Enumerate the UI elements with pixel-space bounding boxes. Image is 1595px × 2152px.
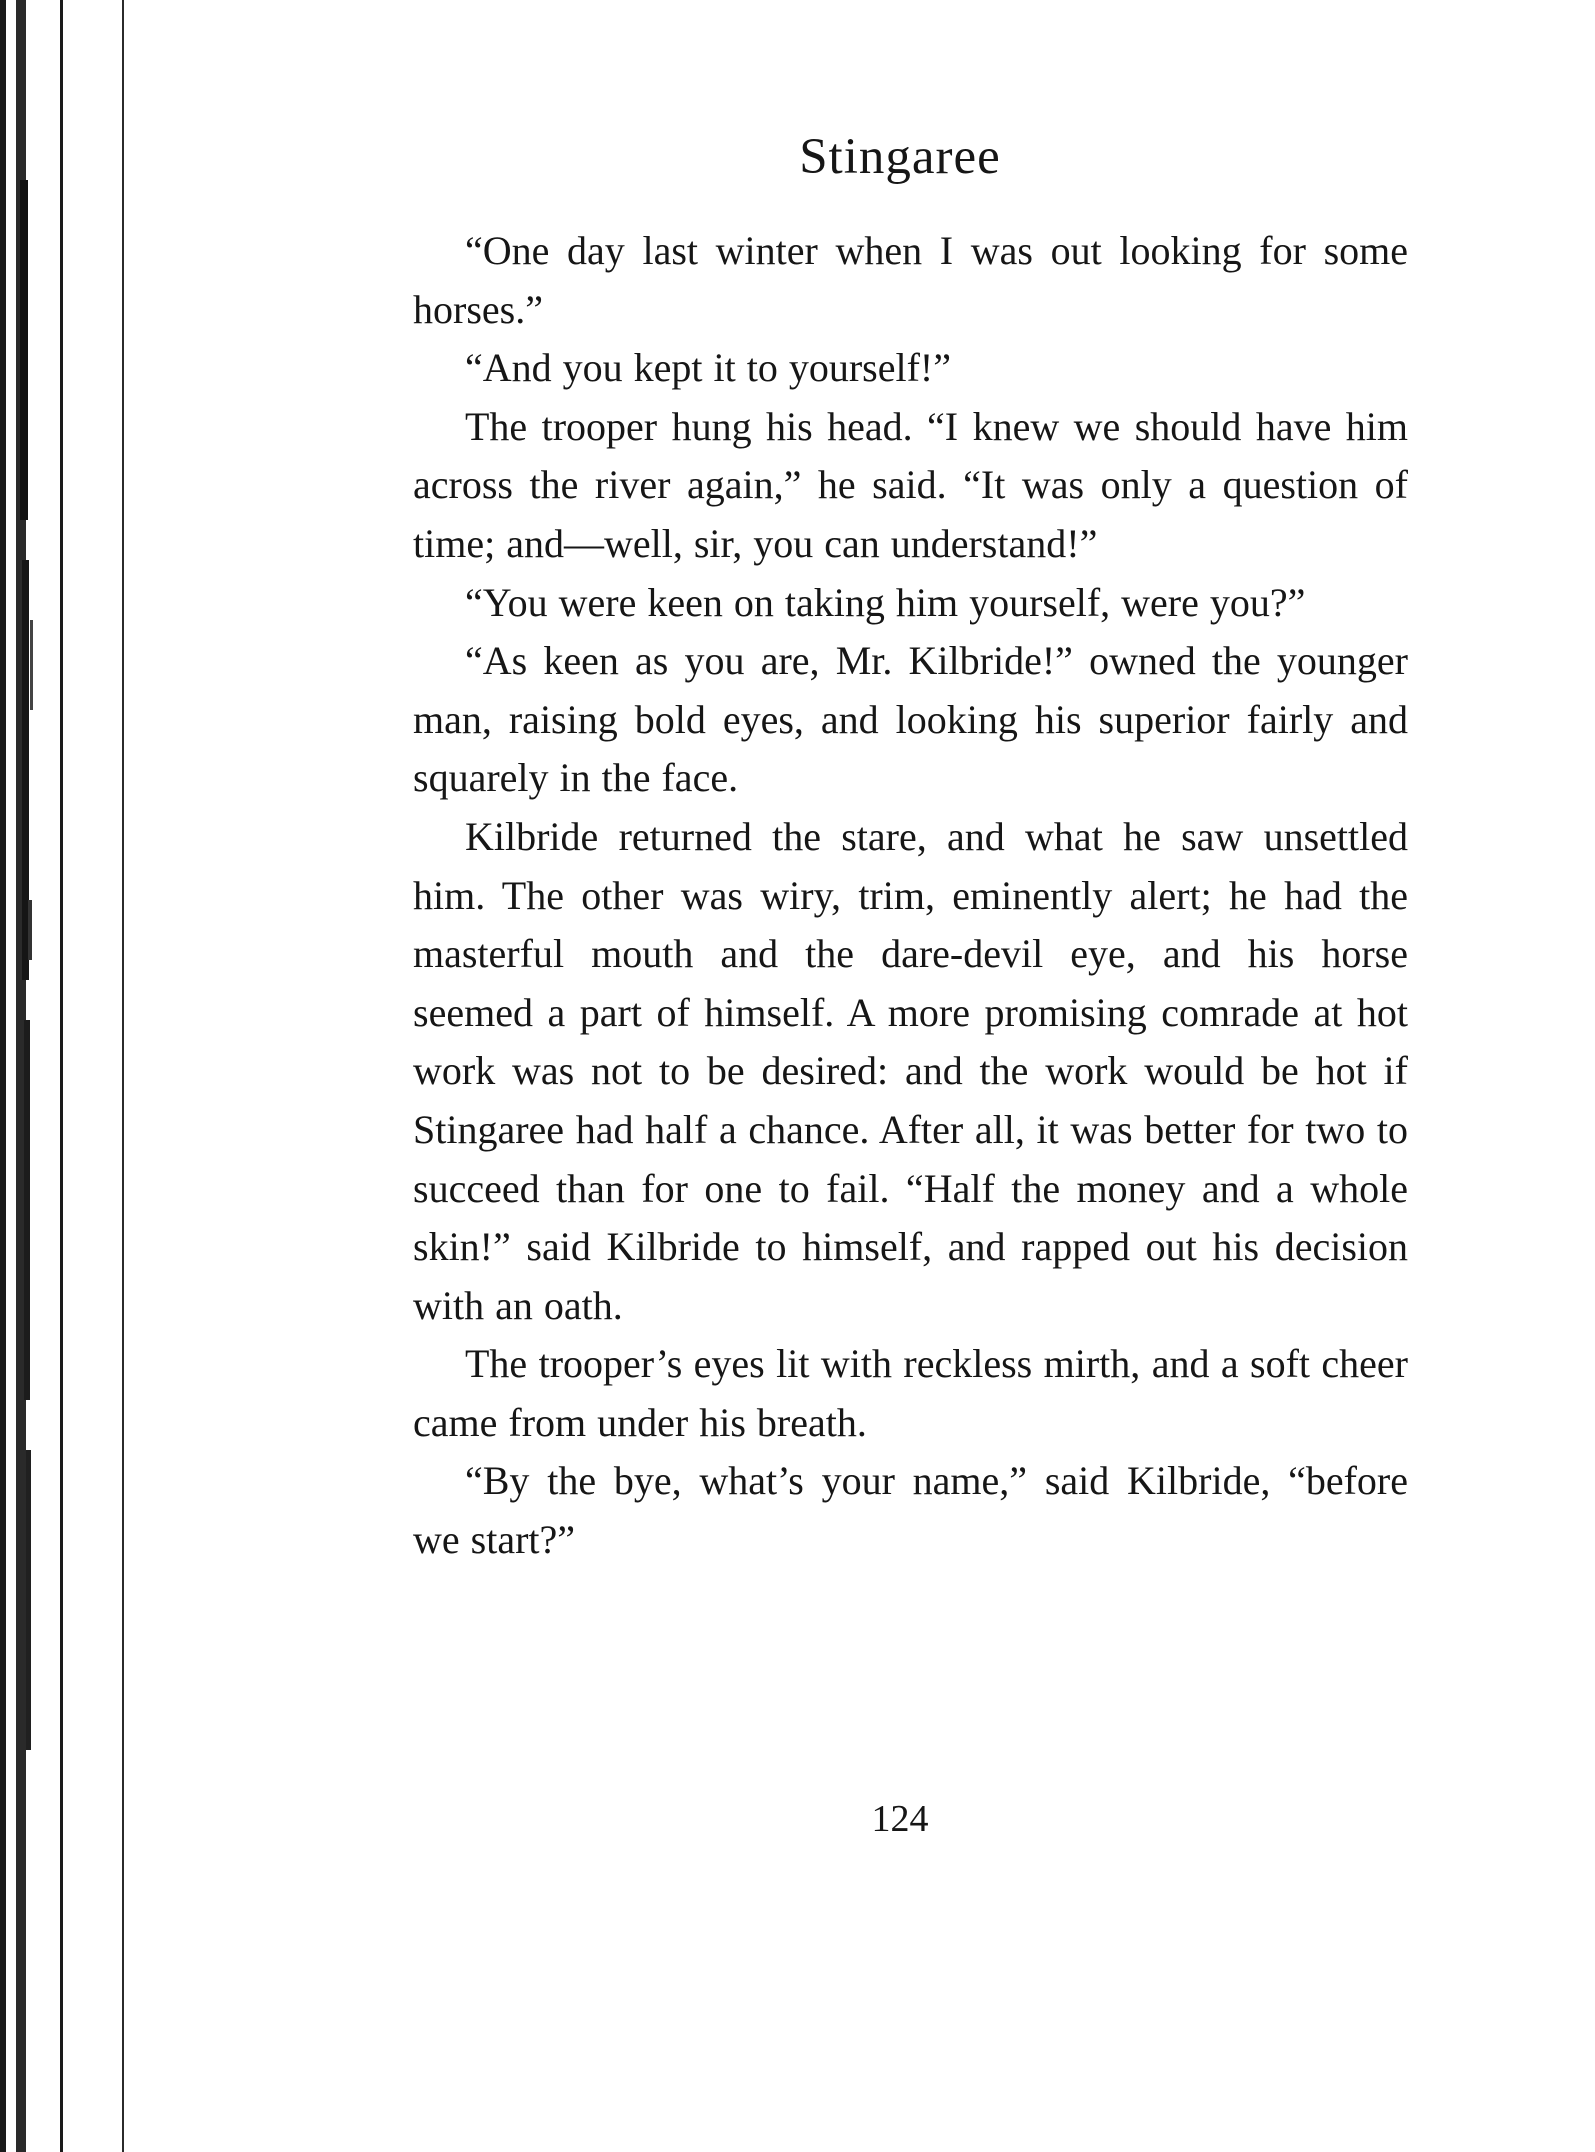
paragraph: “As keen as you are, Mr. Kilbride!” owned the younger man, raising bold eyes, and looking his superior fairly and squarely in the face.: [413, 638, 1408, 801]
paragraph: Kilbride returned the stare, and what he saw unsettled him. The other was wiry, trim, eminently alert; he had the masterful mouth and the dare-devil eye, and his horse seemed a part of himself. A more promising comrade at hot work was not to be desired: and the work would be hot if Stingaree had half a chance. After all, it was better for two to succeed than for one to fail. “Half the money and a whole skin!” said Kilbride to himself, and rapped out his decision with an oath.: [413, 813, 1408, 1328]
page-title: Stingaree: [799, 129, 1001, 185]
paragraph: “One day last winter when I was out looking for some horses.”: [413, 228, 1408, 332]
page-body: [413, 222, 1408, 1570]
page-number: 124: [871, 1798, 929, 1840]
paragraph: “By the bye, what’s your name,” said Kilbride, “before we start?”: [413, 1458, 1408, 1563]
paragraph: “And you kept it to yourself!”: [465, 345, 951, 391]
paragraph: “You were keen on taking him yourself, were you?”: [465, 579, 1306, 625]
paragraph: The trooper hung his head. “I knew we should have him across the river again,” he said. “It was only a question of time; and—well, sir, you can understand!”: [413, 403, 1408, 566]
paragraph: The trooper’s eyes lit with reckless mirth, and a soft cheer came from under his breath.: [413, 1341, 1408, 1445]
